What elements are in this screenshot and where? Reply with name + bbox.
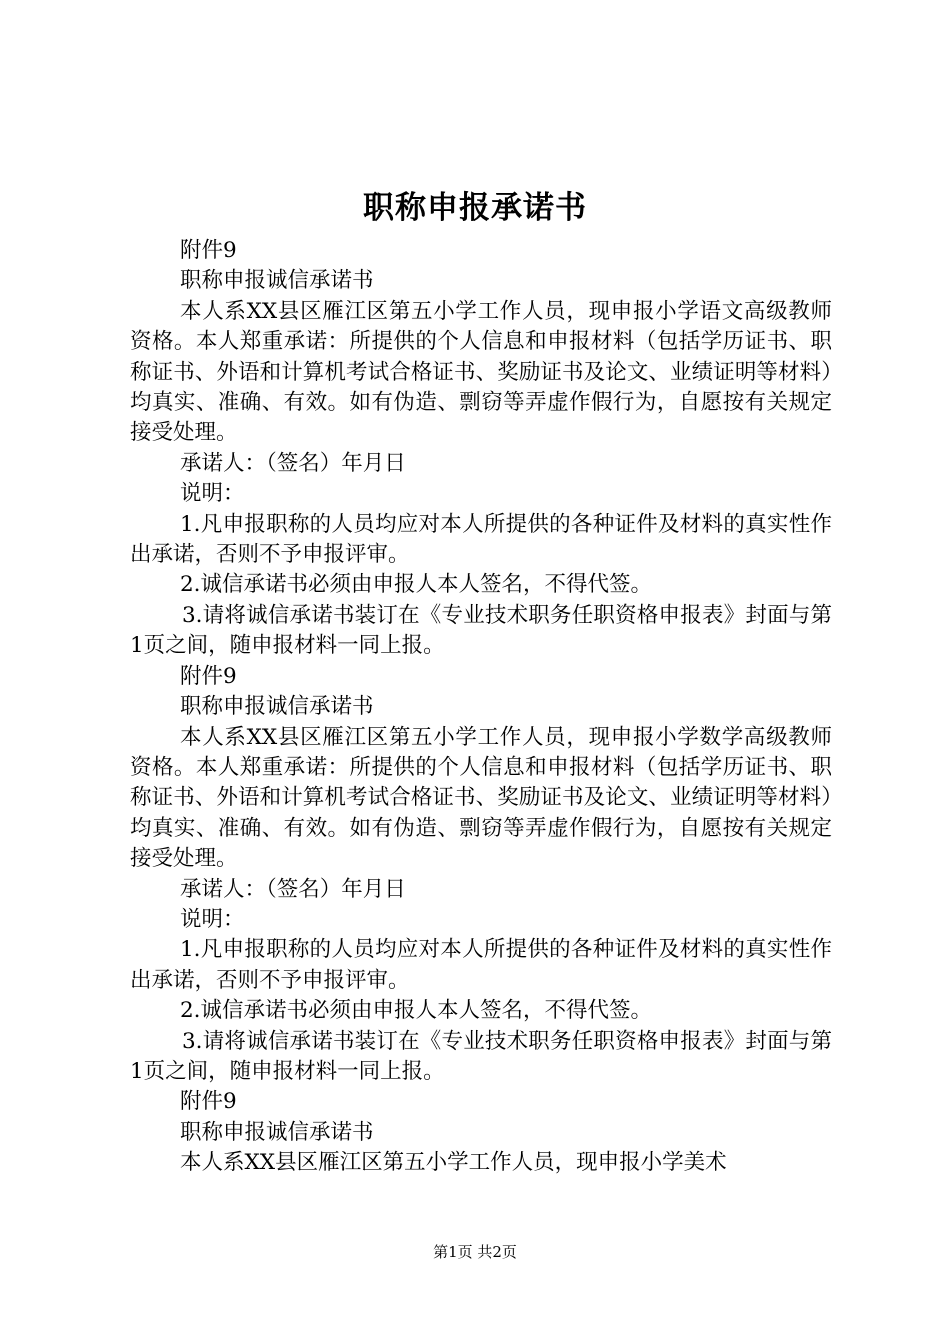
attachment-label: 附件9 bbox=[180, 238, 237, 263]
document-body bbox=[130, 236, 832, 1179]
attachment-label: 附件9 bbox=[180, 1089, 237, 1115]
note-item: 3.请将诚信承诺书装订在《专业技术职务任职资格申报表》封面与第1页之间，随申报材料一同上报。 bbox=[130, 1028, 832, 1084]
document-title: 职称申报承诺书 bbox=[363, 190, 587, 226]
note-item: 1.凡申报职称的人员均应对本人所提供的各种证件及材料的真实性作出承诺，否则不予申报评审。 bbox=[130, 937, 832, 993]
page-footer: 第1页 共2页 bbox=[433, 1243, 517, 1261]
section-heading: 职称申报诚信承诺书 bbox=[180, 694, 374, 720]
section-heading: 职称申报诚信承诺书 bbox=[180, 1119, 374, 1145]
note-item: 3.请将诚信承诺书装订在《专业技术职务任职资格申报表》封面与第1页之间，随申报材料一同上报。 bbox=[130, 602, 832, 659]
signature-line: 承诺人：（签名）年月日 bbox=[180, 450, 406, 476]
section-heading: 职称申报诚信承诺书 bbox=[180, 268, 374, 294]
commitment-paragraph: 本人系XX县区雁江区第五小学工作人员，现申报小学数学高级教师资格。本人郑重承诺：所提供的个人信息和申报材料（包括学历证书、职称证书、外语和计算机考试合格证书、奖励证书及论文、业绩证明等材料）均真实、准确、有效。如有伪造、剽窃等弄虚作假行为，自愿按有关规定接受处理。 bbox=[130, 724, 832, 872]
note-item: 1.凡申报职称的人员均应对本人所提供的各种证件及材料的真实性作出承诺，否则不予申报评审。 bbox=[130, 511, 832, 568]
commitment-paragraph: 本人系XX县区雁江区第五小学工作人员，现申报小学美术 bbox=[180, 1150, 727, 1176]
notes-heading: 说明： bbox=[180, 481, 245, 507]
signature-line: 承诺人：（签名）年月日 bbox=[180, 876, 406, 902]
attachment-label: 附件9 bbox=[180, 663, 237, 689]
commitment-paragraph: 本人系XX县区雁江区第五小学工作人员，现申报小学语文高级教师资格。本人郑重承诺：所提供的个人信息和申报材料（包括学历证书、职称证书、外语和计算机考试合格证书、奖励证书及论文、业绩证明等材料）均真实、准确、有效。如有伪造、剽窃等弄虚作假行为，自愿按有关规定接受处理。 bbox=[130, 298, 832, 446]
note-item: 2.诚信承诺书必须由申报人本人签名，不得代签。 bbox=[180, 572, 653, 598]
note-item: 2.诚信承诺书必须由申报人本人签名，不得代签。 bbox=[180, 998, 653, 1024]
notes-heading: 说明： bbox=[180, 906, 245, 932]
